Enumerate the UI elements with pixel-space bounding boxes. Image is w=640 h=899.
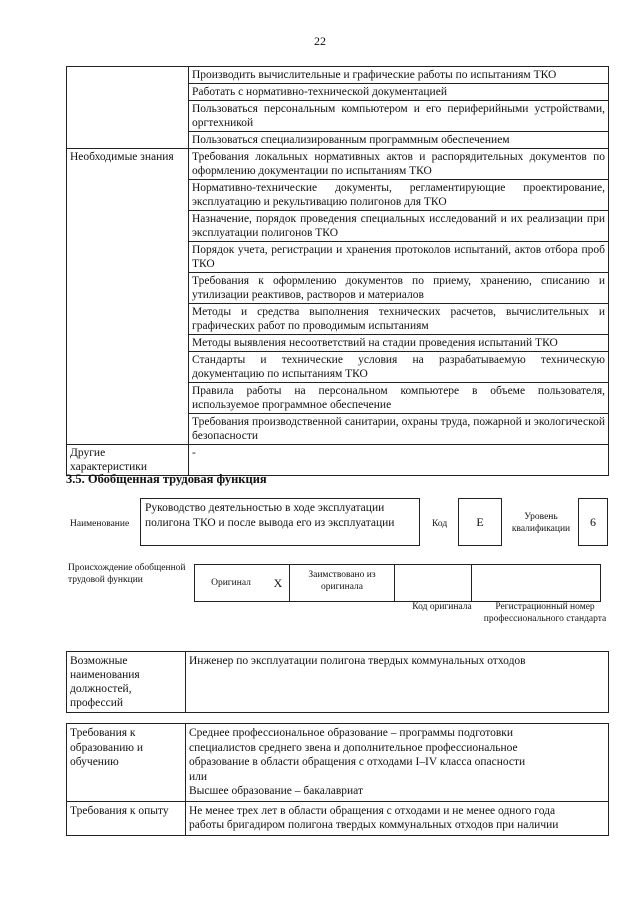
- table-row: [67, 801, 609, 835]
- experience-value: [186, 801, 609, 835]
- positions-table: [66, 651, 609, 713]
- knowledge-item: Порядок учета, регистрации и хранения протоколов испытаний, актов отбора проб ТКО: [189, 242, 609, 273]
- level-label: Уровень квалификации: [511, 512, 571, 534]
- origin-table: [194, 564, 601, 602]
- borrowed-label: Заимствовано из оригинала: [290, 565, 395, 602]
- experience-line: работы бригадиром полигона твердых коммунальных отходов при наличии: [189, 819, 559, 831]
- table-row: [67, 149, 609, 180]
- knowledge-item: Назначение, порядок проведения специальных исследований и их реализации при эксплуатации полигонов ТКО: [189, 211, 609, 242]
- skill-item: Работать с нормативно-технической документацией: [189, 84, 609, 101]
- other-value: -: [189, 445, 609, 476]
- knowledge-item: Методы выявления несоответствий на стадии проведения испытаний ТКО: [189, 335, 609, 352]
- positions-value: Инженер по эксплуатации полигона твердых коммунальных отходов: [186, 652, 609, 713]
- table-row: [67, 67, 609, 84]
- education-line: образование в области обращения с отходами I–IV класса опасности: [189, 756, 526, 768]
- education-line: Высшее образование – бакалавриат: [189, 785, 363, 797]
- page-number: 22: [314, 34, 326, 48]
- origin-label: Происхождение обобщенной трудовой функции: [68, 563, 186, 585]
- original-mark: X: [267, 565, 290, 602]
- skills-label-cell: [67, 67, 189, 149]
- knowledge-item: Требования локальных нормативных актов и распорядительных документов по оформлению документации по испытаниям ТКО: [189, 149, 609, 180]
- original-label: Оригинал: [195, 565, 268, 602]
- table-row: [67, 724, 609, 802]
- name-label: Наименование: [70, 519, 130, 529]
- knowledge-label: Необходимые знания: [67, 149, 189, 445]
- knowledge-item: Нормативно-технические документы, регламентирующие проектирование, эксплуатацию и рекультивацию полигонов для ТКО: [189, 180, 609, 211]
- table-row: [67, 652, 609, 713]
- knowledge-skills-table: [66, 66, 609, 476]
- education-line: Среднее профессиональное образование – программы подготовки: [189, 727, 514, 739]
- function-name-value: Руководство деятельностью в ходе эксплуатации полигона ТКО и после вывода его из эксплуатации: [140, 498, 420, 546]
- reg-number-cell: [472, 565, 601, 602]
- education-label: Требования к образованию и обучению: [67, 724, 186, 802]
- requirements-table: [66, 723, 609, 836]
- other-label: Другие характеристики: [67, 445, 189, 476]
- skill-item: Пользоваться специализированным программным обеспечением: [189, 132, 609, 149]
- section-title: 3.5. Обобщенная трудовая функция: [66, 472, 267, 486]
- reg-number-caption: Регистрационный номер профессионального стандарта: [483, 602, 607, 624]
- table-row: [195, 565, 601, 602]
- code-original-caption: Код оригинала: [412, 602, 472, 612]
- knowledge-item: Методы и средства выполнения технических расчетов, вычислительных и графических работ по проводимым испытаниям: [189, 304, 609, 335]
- education-line: специалистов среднего звена и дополнительное профессиональное: [189, 741, 518, 754]
- experience-line: Не менее трех лет в области обращения с отходами и не менее одного года: [189, 804, 556, 817]
- code-value: E: [458, 498, 502, 546]
- skill-item: Производить вычислительные и графические работы по испытаниям ТКО: [189, 67, 609, 84]
- level-value: 6: [578, 498, 608, 546]
- knowledge-item: Правила работы на персональном компьютере в объеме пользователя, используемое программное обеспечение: [189, 383, 609, 414]
- knowledge-item: Стандарты и технические условия на разрабатываемую техническую документацию по испытаниям ТКО: [189, 352, 609, 383]
- skill-item: Пользоваться персональным компьютером и его периферийными устройствами, оргтехникой: [189, 101, 609, 132]
- education-value: [186, 724, 609, 802]
- original-code-cell: [395, 565, 472, 602]
- knowledge-item: Требования к оформлению документов по приему, хранению, списанию и утилизации реактивов, растворов и материалов: [189, 273, 609, 304]
- knowledge-item: Требования производственной санитарии, охраны труда, пожарной и экологической безопасности: [189, 414, 609, 445]
- positions-label: Возможные наименования должностей, профессий: [67, 652, 186, 713]
- table-row: [67, 445, 609, 476]
- experience-label: Требования к опыту: [67, 801, 186, 835]
- education-line: или: [189, 770, 208, 783]
- code-label: Код: [432, 519, 448, 529]
